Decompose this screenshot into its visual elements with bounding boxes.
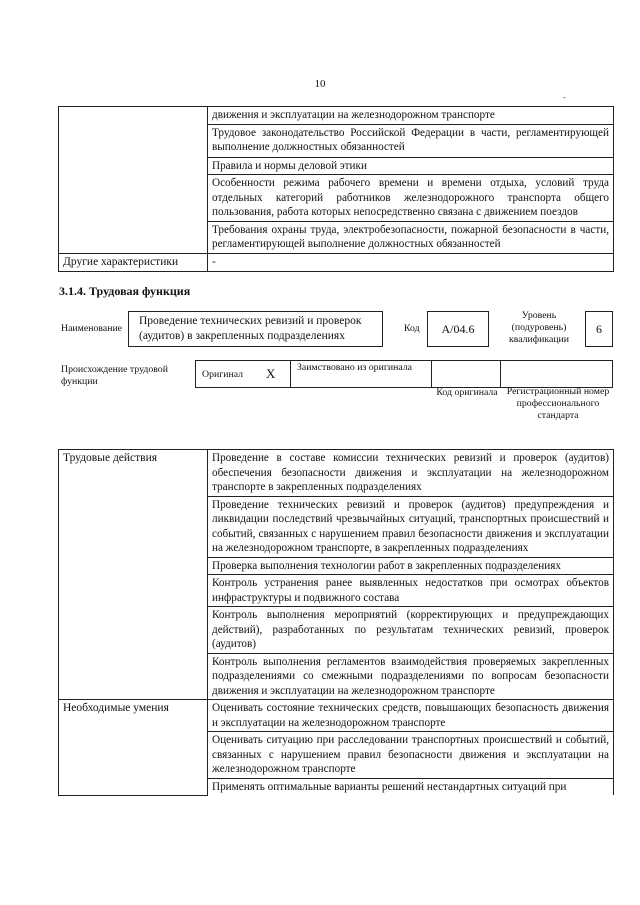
action-item: Контроль выполнения мероприятий (корректирующих и предупреждающих действий), разработанных по результатам технических ревизий, проверок (аудитов) xyxy=(208,607,614,654)
page-number: 10 xyxy=(314,78,326,90)
origin-label: Происхождение трудовой функции xyxy=(61,364,168,387)
level-value: 6 xyxy=(585,311,613,347)
other-characteristics-value: - xyxy=(208,253,614,271)
knowledge-table xyxy=(58,106,614,272)
knowledge-row: Требования охраны труда, электробезопасности, пожарной безопасности в части, регламентирующей выполнение должностных обязанностей xyxy=(208,221,614,253)
actions-label: Трудовые действия xyxy=(59,450,208,700)
section-heading: 3.1.4. Трудовая функция xyxy=(59,284,191,298)
function-code: А/04.6 xyxy=(427,311,489,347)
action-item: Проверка выполнения технологии работ в закрепленных подразделениях xyxy=(208,557,614,575)
original-label: Оригинал xyxy=(202,369,244,380)
original-mark: X xyxy=(266,366,276,381)
action-item: Проведение в составе комиссии технических ревизий и проверок (аудитов) обеспечения безопасности движения и эксплуатации на железнодорожном транспорте в закрепленных подразделениях xyxy=(208,450,614,497)
knowledge-row: движения и эксплуатации на железнодорожном транспорте xyxy=(208,107,614,125)
skill-item: Применять оптимальные варианты решений нестандартных ситуаций при xyxy=(208,778,614,795)
other-characteristics-label: Другие характеристики xyxy=(59,253,208,271)
action-item: Проведение технических ревизий и проверок (аудитов) предупреждения и ликвидации последствий чрезвычайных ситуаций, транспортных происшествий и событий, связанных с нарушением правил безопасности движения и эксплуатации на железнодорожном транспорте, в закрепленных подразделениях xyxy=(208,496,614,557)
code-label: Код xyxy=(404,323,420,334)
knowledge-row: Трудовое законодательство Российской Федерации в части, регламентирующей выполнение должностных обязанностей xyxy=(208,124,614,157)
registration-caption: Регистрационный номер профессионального стандарта xyxy=(506,386,610,421)
knowledge-row: Особенности режима рабочего времени и времени отдыха, условий труда отдельных категорий работников железнодорожного транспорта общего пользования, работа которых непосредственно связана с движением поездов xyxy=(208,175,614,222)
borrowed-label: Заимствовано из оригинала xyxy=(290,360,432,388)
knowledge-row: Правила и нормы деловой этики xyxy=(208,157,614,175)
margin-tick: - xyxy=(563,92,566,102)
skill-item: Оценивать состояние технических средств, повышающих безопасность движения и эксплуатации на железнодорожном транспорте xyxy=(208,700,614,732)
function-name: Проведение технических ревизий и проверок (аудитов) в закрепленных подразделениях xyxy=(128,311,383,347)
knowledge-label-cell xyxy=(59,107,208,254)
original-code-box xyxy=(431,360,501,388)
original-code-caption: Код оригинала xyxy=(436,387,498,398)
skills-label: Необходимые умения xyxy=(59,700,208,796)
action-item: Контроль выполнения регламентов взаимодействия проверяемых закрепленных подразделениями со смежными подразделениями по вопросам безопасности движения и эксплуатации на железнодорожном транспорте xyxy=(208,653,614,700)
original-box xyxy=(195,360,291,388)
action-item: Контроль устранения ранее выявленных недостатков при осмотрах объектов инфраструктуры и подвижного состава xyxy=(208,575,614,607)
skill-item: Оценивать ситуацию при расследовании транспортных происшествий и событий, связанных с нарушением правил безопасности движения и эксплуатации на железнодорожном транспорте xyxy=(208,732,614,779)
registration-number-box xyxy=(500,360,613,388)
function-details-table xyxy=(58,449,614,796)
name-label: Наименование xyxy=(61,323,123,334)
level-label: Уровень (подуровень) квалификации xyxy=(508,310,570,345)
